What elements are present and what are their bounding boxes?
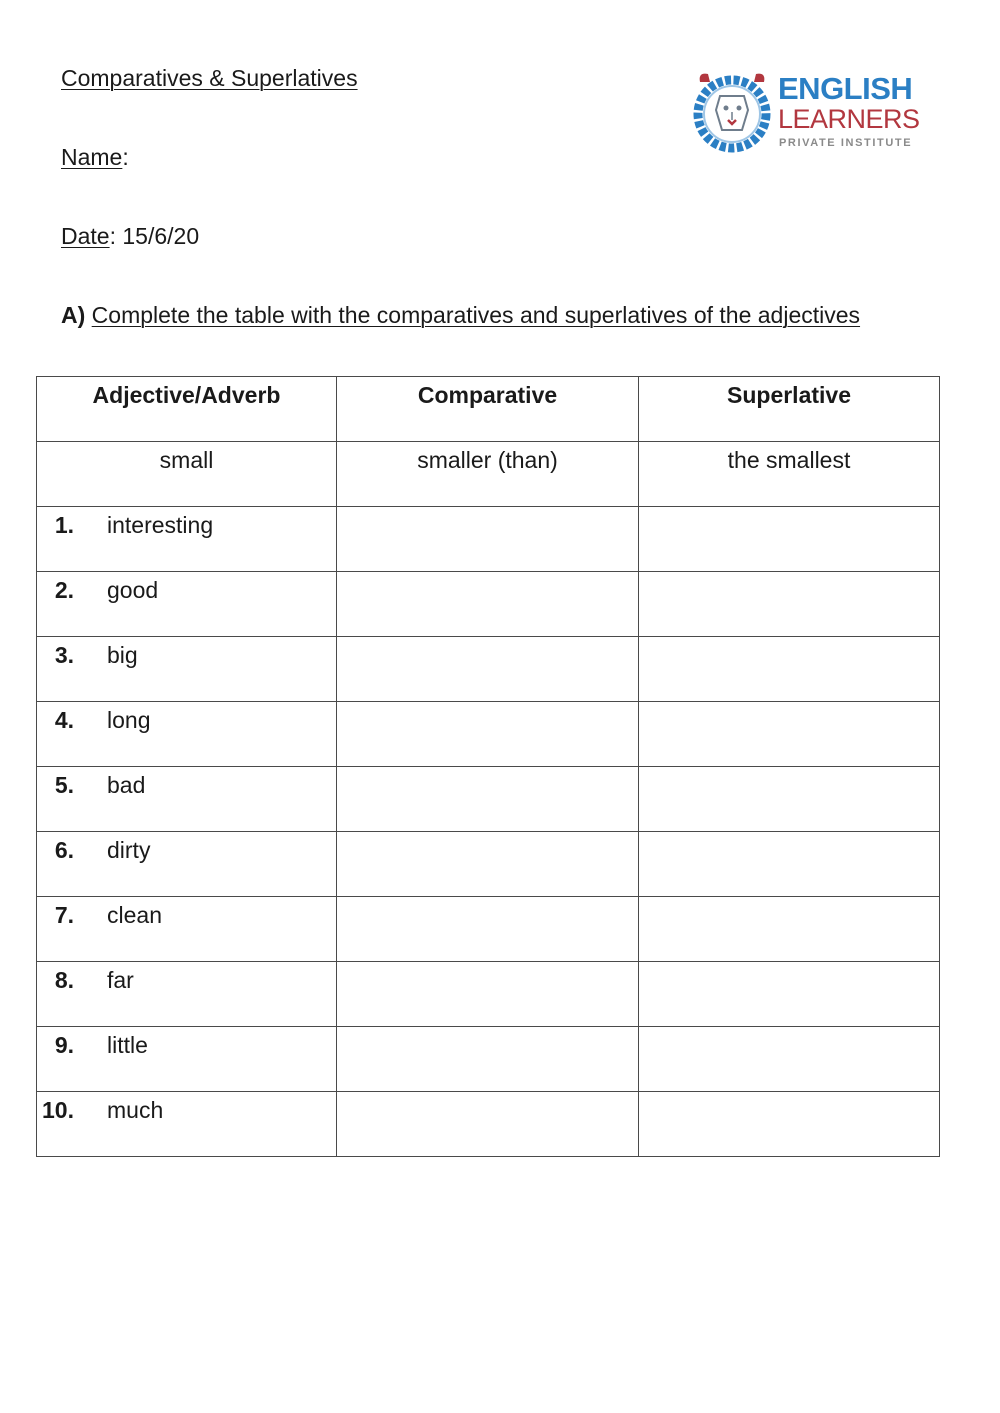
comparative-answer-cell[interactable] [337, 637, 639, 702]
name-field-line [61, 143, 129, 171]
comparatives-table [36, 376, 940, 1157]
superlative-answer-cell[interactable] [639, 1027, 940, 1092]
example-row [37, 442, 940, 507]
row-number: 7. [54, 902, 74, 928]
row-word: good [107, 577, 159, 603]
row-number: 1. [54, 512, 74, 538]
table-row [37, 572, 940, 637]
row-word: much [107, 1097, 164, 1123]
table-row [37, 897, 940, 962]
table-header-row [37, 377, 940, 442]
instruction-text: Complete the table with the comparatives and superlatives of the adjectives [91, 302, 861, 328]
adjective-cell [37, 832, 337, 897]
row-number: 9. [54, 1032, 74, 1058]
adjective-cell [37, 767, 337, 832]
row-word: little [107, 1032, 148, 1058]
row-number: 6. [54, 837, 74, 863]
comparative-answer-cell[interactable] [337, 962, 639, 1027]
row-word: big [107, 642, 138, 668]
table-row [37, 832, 940, 897]
superlative-answer-cell[interactable] [639, 637, 940, 702]
comparative-answer-cell[interactable] [337, 897, 639, 962]
comparative-answer-cell[interactable] [337, 702, 639, 767]
date-value: : 15/6/20 [109, 223, 200, 249]
row-word: far [107, 967, 134, 993]
superlative-answer-cell[interactable] [639, 832, 940, 897]
superlative-answer-cell[interactable] [639, 897, 940, 962]
worksheet-title [61, 64, 358, 92]
table-row [37, 1027, 940, 1092]
logo-text-english: ENGLISH [778, 71, 913, 106]
comparative-answer-cell[interactable] [337, 572, 639, 637]
row-number: 4. [54, 707, 74, 733]
row-word: dirty [107, 837, 151, 863]
row-word: long [107, 707, 151, 733]
logo-text-learners: LEARNERS [778, 104, 920, 134]
table-row [37, 637, 940, 702]
superlative-answer-cell[interactable] [639, 1092, 940, 1157]
adjective-cell [37, 1027, 337, 1092]
superlative-answer-cell[interactable] [639, 962, 940, 1027]
instruction-line [61, 301, 860, 329]
comparative-answer-cell[interactable] [337, 767, 639, 832]
name-colon: : [122, 144, 129, 170]
header-comparative: Comparative [337, 377, 639, 442]
row-number: 3. [54, 642, 74, 668]
row-number: 5. [54, 772, 74, 798]
adjective-cell [37, 637, 337, 702]
english-learners-logo [692, 70, 922, 154]
worksheet-title-text: Comparatives & Superlatives [61, 65, 358, 91]
example-adjective: small [37, 442, 337, 507]
header-superlative: Superlative [639, 377, 940, 442]
instruction-prefix: A) [61, 302, 86, 328]
adjective-cell [37, 897, 337, 962]
row-word: bad [107, 772, 146, 798]
example-comparative: smaller (than) [337, 442, 639, 507]
superlative-answer-cell[interactable] [639, 507, 940, 572]
adjective-cell [37, 1092, 337, 1157]
table-row [37, 767, 940, 832]
superlative-answer-cell[interactable] [639, 767, 940, 832]
adjective-cell [37, 507, 337, 572]
adjective-cell [37, 572, 337, 637]
adjective-cell [37, 962, 337, 1027]
comparative-answer-cell[interactable] [337, 507, 639, 572]
row-word: clean [107, 902, 162, 928]
row-number: 10. [42, 1097, 74, 1123]
comparative-answer-cell[interactable] [337, 1092, 639, 1157]
logo-text-private-institute: PRIVATE INSTITUTE [779, 137, 913, 149]
comparative-answer-cell[interactable] [337, 832, 639, 897]
date-field-line [61, 222, 199, 250]
table-row [37, 507, 940, 572]
comparative-answer-cell[interactable] [337, 1027, 639, 1092]
row-number: 8. [54, 967, 74, 993]
table-row [37, 962, 940, 1027]
adjective-cell [37, 702, 337, 767]
table-row [37, 1092, 940, 1157]
date-label: Date [61, 223, 110, 249]
row-word: interesting [107, 512, 214, 538]
superlative-answer-cell[interactable] [639, 702, 940, 767]
header-adjective: Adjective/Adverb [37, 377, 337, 442]
row-number: 2. [54, 577, 74, 603]
lion-emblem-icon [692, 70, 772, 154]
table-row [37, 702, 940, 767]
superlative-answer-cell[interactable] [639, 572, 940, 637]
name-label: Name [61, 144, 123, 170]
example-superlative: the smallest [639, 442, 940, 507]
